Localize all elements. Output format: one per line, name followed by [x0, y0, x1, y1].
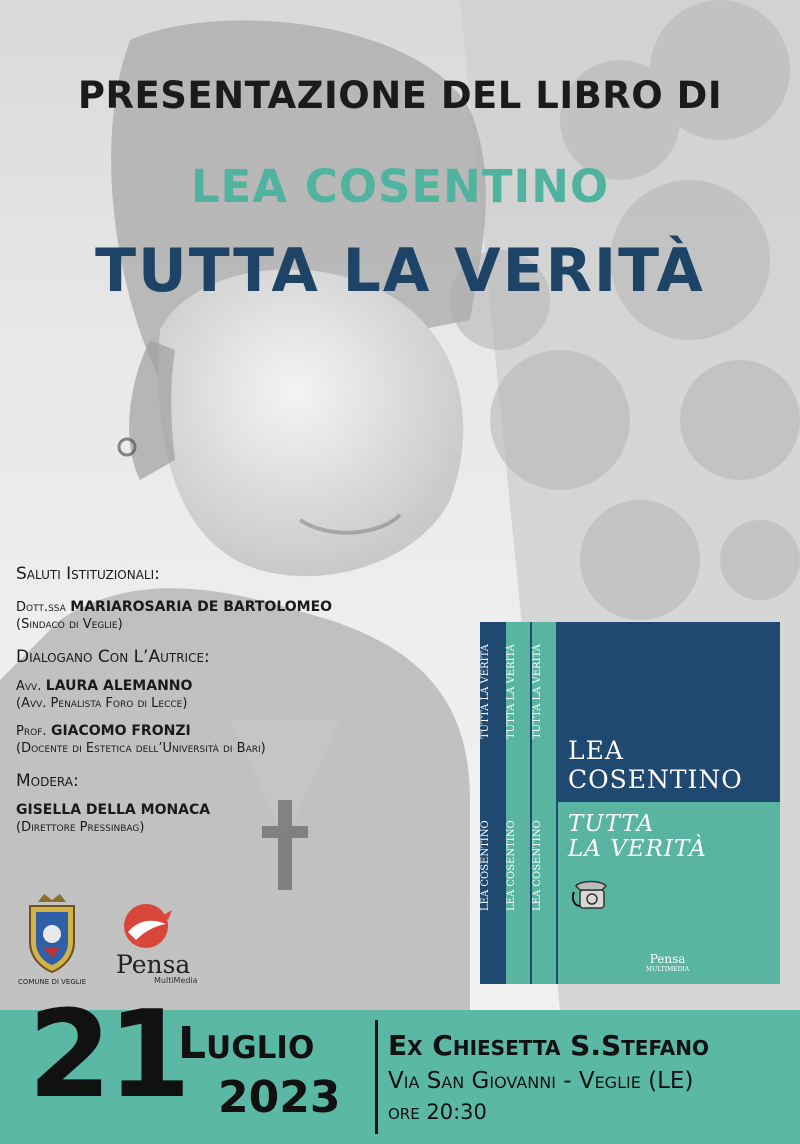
author-name-heading: LEA COSENTINO — [190, 160, 610, 213]
publisher-logo-sub: MultiMedia — [154, 976, 198, 985]
event-venue: Ex Chiesetta S.Stefano — [388, 1029, 710, 1062]
program-details — [16, 564, 456, 836]
moderator-heading: Modera: — [16, 771, 79, 791]
moderator-name: GISELLA DELLA MONACA — [16, 802, 211, 818]
moderator-role: (Direttore Pressinbag) — [16, 820, 145, 835]
event-address: Via San Giovanni - Veglie (LE) — [388, 1068, 694, 1094]
band-divider — [375, 1020, 378, 1134]
cover-publisher: Pensa MULTIMEDIA — [646, 952, 690, 973]
speaker-fronzi-role: (Docente di Estetica dell’Università di Bari) — [16, 741, 266, 756]
greetings-heading: Saluti Istituzionali: — [16, 564, 160, 584]
presentation-heading: PRESENTAZIONE DEL LIBRO DI — [77, 74, 723, 117]
cover-title: TUTTA LA VERITÀ — [568, 811, 707, 862]
event-month: Luglio — [178, 1018, 315, 1069]
speaker-mayor-role: (Sindaco di Veglie) — [16, 617, 123, 632]
comune-label: COMUNE DI VEGLIE — [18, 978, 87, 986]
speaker-alemanno-role: (Avv. Penalista Foro di Lecce) — [16, 696, 188, 711]
book-title-heading: TUTTA LA VERITÀ — [95, 236, 705, 306]
book-spine-3: TUTTA LA VERITÀ LEA COSENTINO — [532, 622, 558, 984]
comune-crest-icon — [22, 892, 82, 976]
pensa-logo-icon — [118, 902, 178, 952]
sponsor-logos — [16, 892, 216, 992]
dialogue-heading: Dialogano Con L’Autrice: — [16, 647, 210, 667]
telephone-icon — [572, 878, 608, 910]
publisher-logo-text: Pensa — [116, 950, 191, 979]
event-day: 21 — [28, 986, 187, 1125]
speaker-mayor: Dott.ssa MARIAROSARIA DE BARTOLOMEO — [16, 599, 333, 615]
cover-author: LEA COSENTINO — [568, 736, 743, 794]
book-spine-1: TUTTA LA VERITÀ LEA COSENTINO — [480, 622, 506, 984]
book-spine-2: TUTTA LA VERITÀ LEA COSENTINO — [506, 622, 532, 984]
speaker-alemanno: Avv. LAURA ALEMANNO — [16, 678, 193, 694]
event-time: ore 20:30 — [388, 1100, 487, 1124]
book-cover-stack — [480, 622, 780, 984]
event-year: 2023 — [218, 1072, 341, 1123]
speaker-fronzi: Prof. GIACOMO FRONZI — [16, 723, 191, 739]
